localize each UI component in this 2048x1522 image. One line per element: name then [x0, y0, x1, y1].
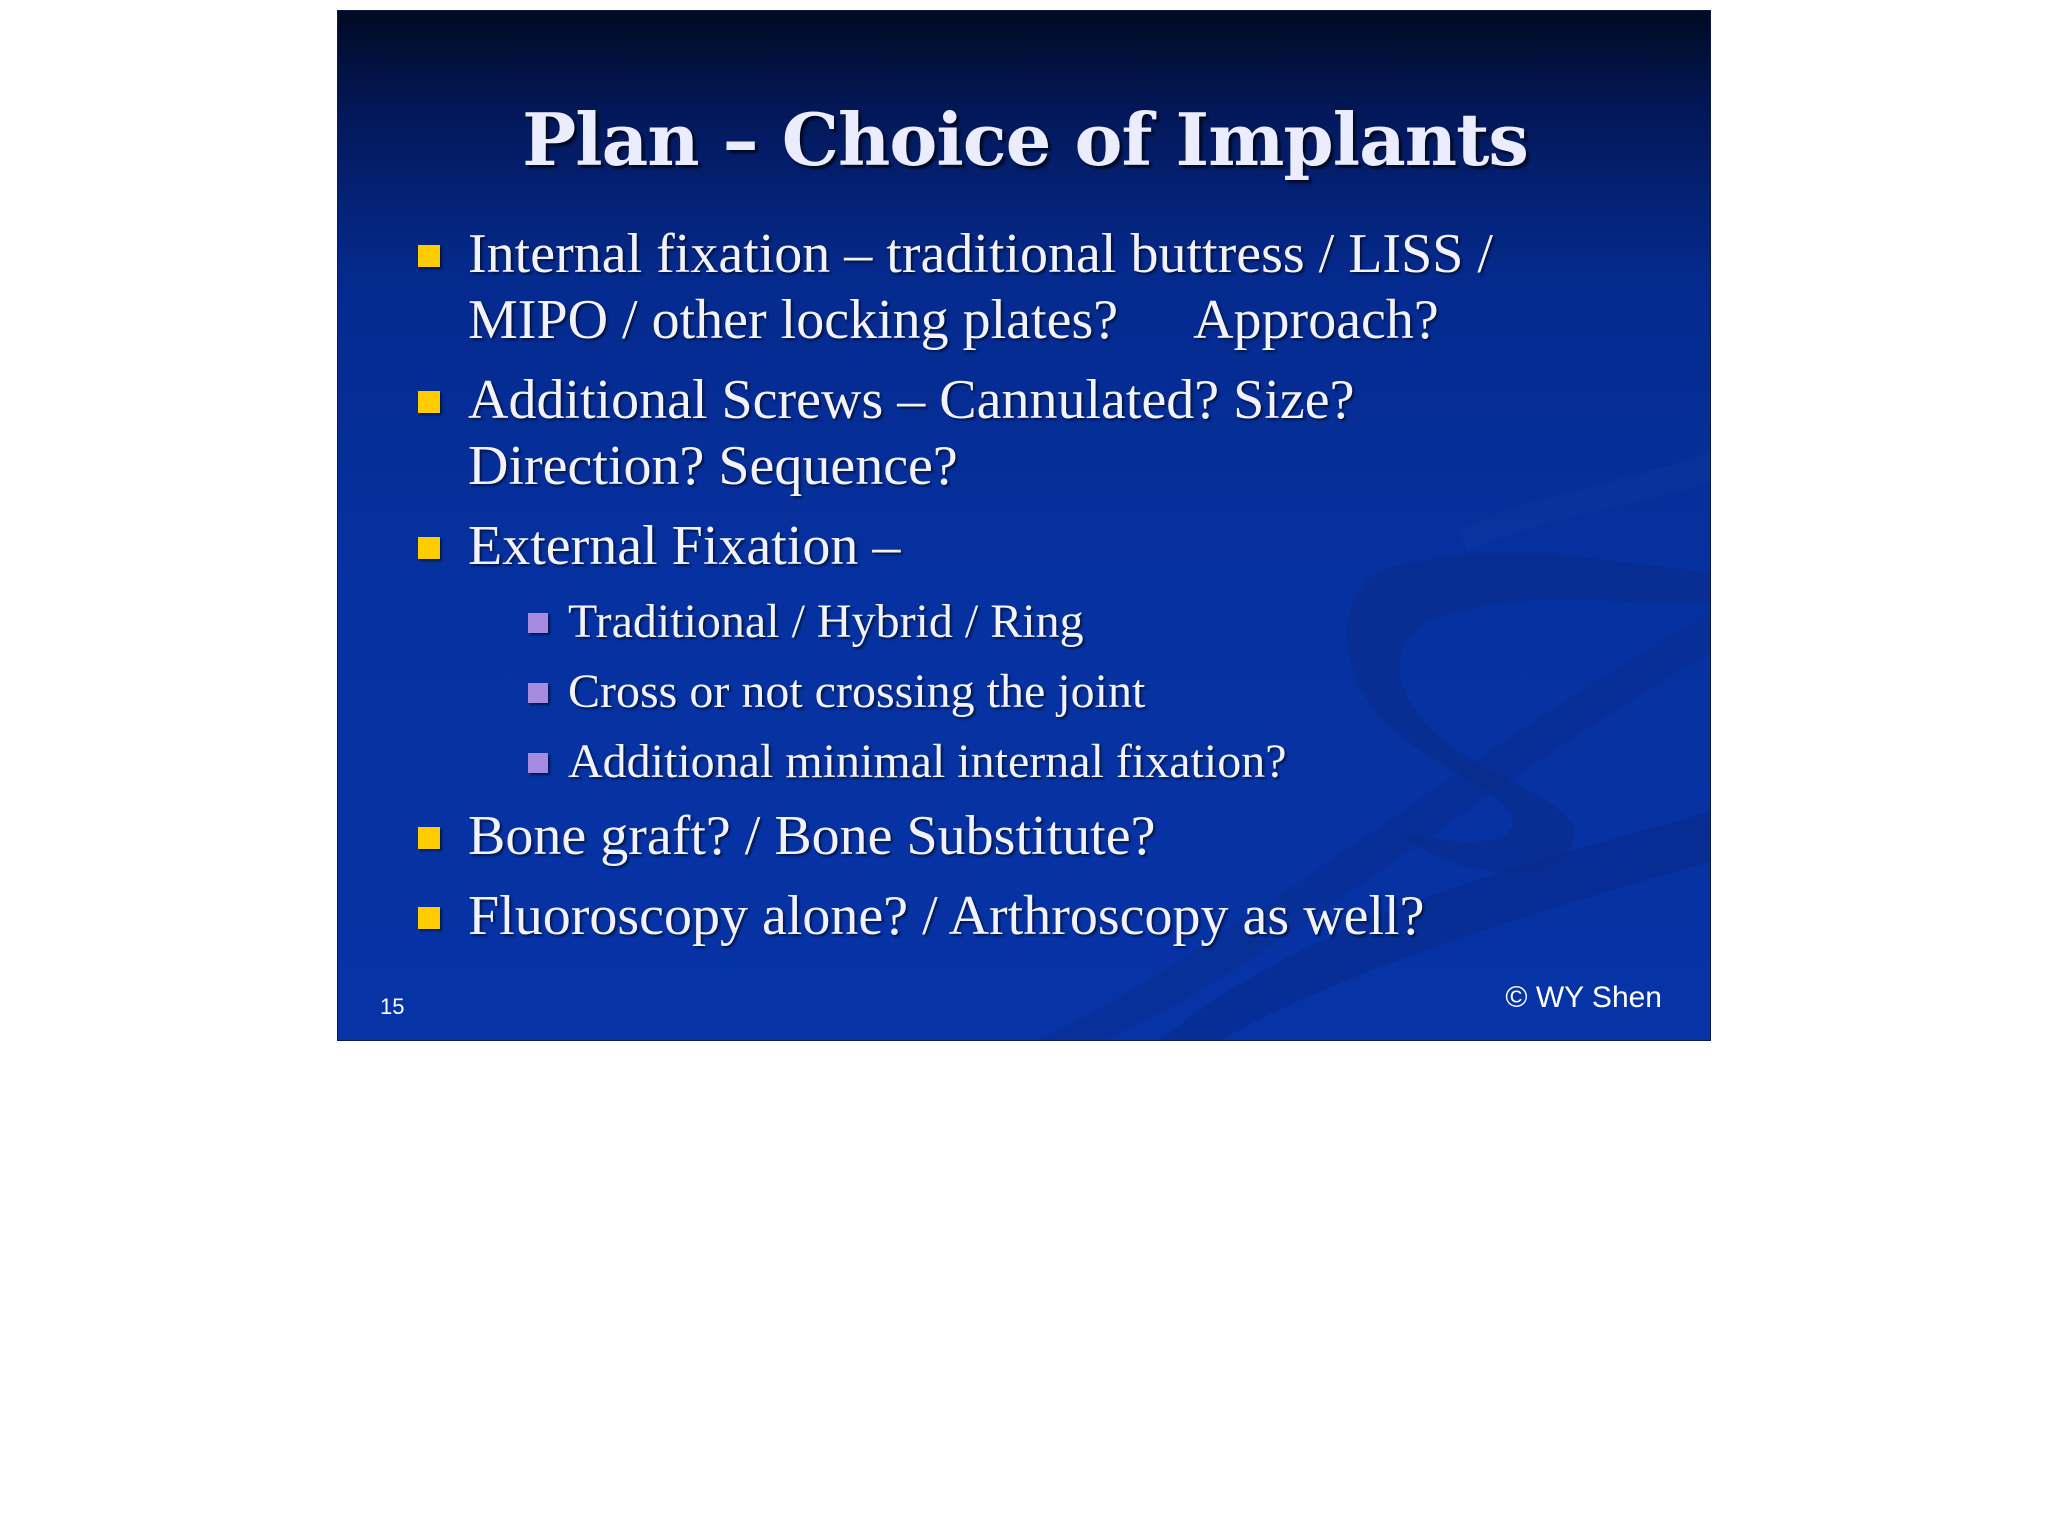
- bullet-text-line: External Fixation –: [468, 515, 901, 577]
- slide: [337, 10, 1711, 1041]
- square-bullet-icon: [418, 391, 440, 413]
- bullet-text-line: Direction? Sequence?: [468, 435, 958, 497]
- slide-number: 15: [380, 994, 405, 1019]
- square-bullet-icon: [418, 537, 440, 559]
- square-bullet-icon: [418, 907, 440, 929]
- sub-bullet-text: Additional minimal internal fixation?: [568, 735, 1287, 788]
- bullet-item-external-fixation: [418, 513, 1658, 579]
- square-sub-bullet-icon: [528, 753, 548, 773]
- square-bullet-icon: [418, 245, 440, 267]
- bullet-item-additional-screws: [418, 367, 1658, 499]
- sub-bullet-item: [528, 593, 1658, 651]
- slide-title: Plan – Choice of Implants: [522, 97, 1528, 182]
- bullet-item-internal-fixation: [418, 221, 1658, 353]
- sub-bullet-text: Cross or not crossing the joint: [568, 665, 1146, 718]
- square-sub-bullet-icon: [528, 683, 548, 703]
- copyright-notice: © WY Shen: [1505, 981, 1662, 1014]
- bullet-text-segment: MIPO / other locking plates?: [468, 289, 1119, 351]
- bullet-text-line: Additional Screws – Cannulated? Size?: [468, 369, 1355, 431]
- bullet-text-line: [468, 287, 1658, 353]
- sub-bullet-text: Traditional / Hybrid / Ring: [568, 595, 1084, 648]
- bullet-text-segment: Approach?: [1193, 289, 1439, 351]
- slide-content: [418, 221, 1658, 963]
- sub-bullet-item: [528, 733, 1658, 791]
- sub-bullet-item: [528, 663, 1658, 721]
- square-bullet-icon: [418, 827, 440, 849]
- square-sub-bullet-icon: [528, 613, 548, 633]
- bullet-text-line: Fluoroscopy alone? / Arthroscopy as well?: [468, 885, 1425, 947]
- bullet-text-line: Internal fixation – traditional buttress / LISS /: [468, 223, 1493, 285]
- bullet-item-bone-graft: [418, 803, 1658, 869]
- bullet-item-fluoroscopy: [418, 883, 1658, 949]
- bullet-text-line: Bone graft? / Bone Substitute?: [468, 805, 1156, 867]
